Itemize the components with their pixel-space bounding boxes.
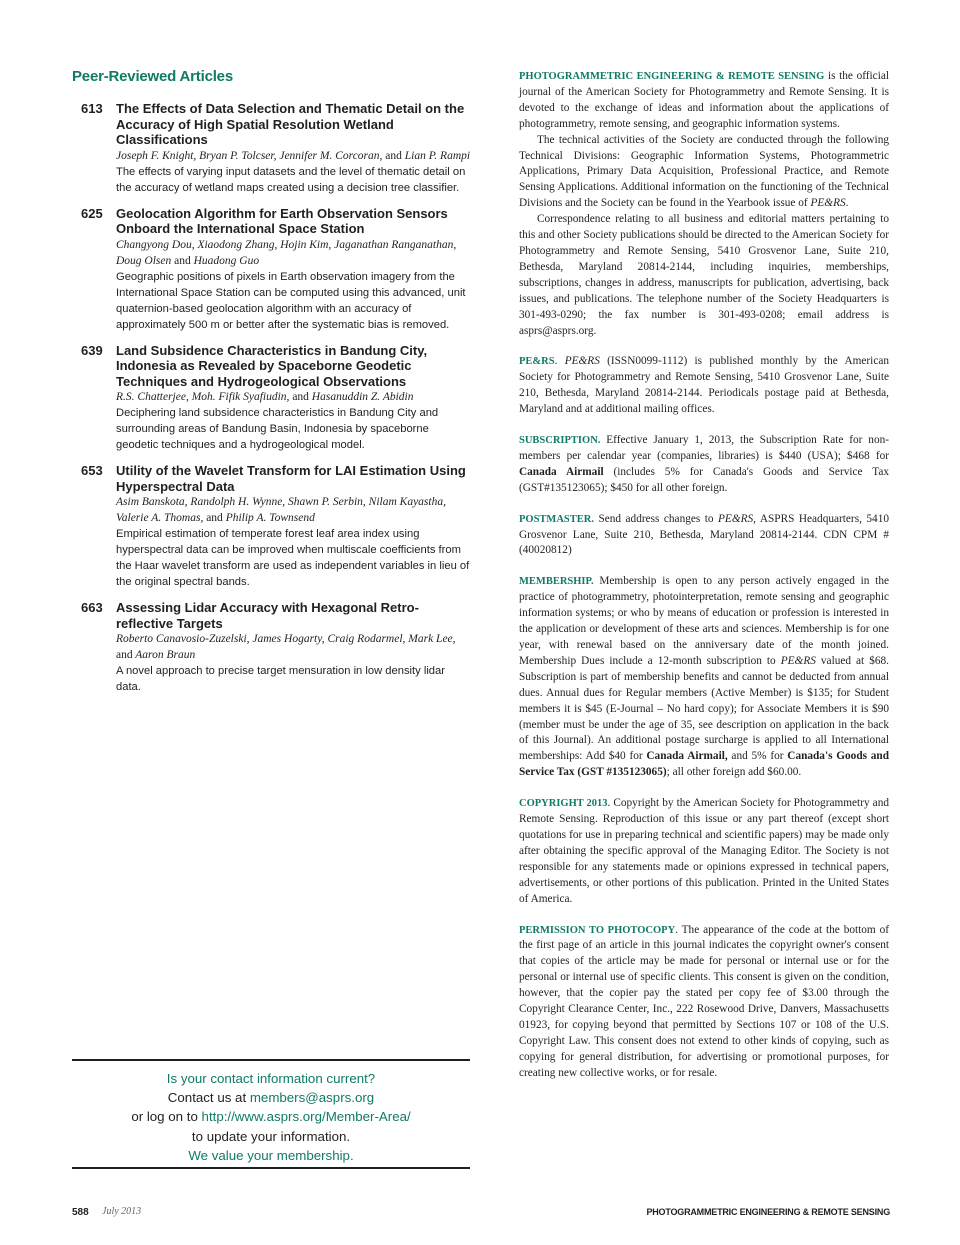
article-page-number: 663	[81, 600, 103, 615]
masthead-column	[519, 69, 889, 1082]
article-title[interactable]: Assessing Lidar Accuracy with Hexagonal Retro-reflective Targets	[116, 600, 419, 631]
pers-paragraph: PE&RS. PE&RS (ISSN0099-1112) is published monthly by the American Society for Photogrammetry and Remote Sensing, 5410 Grosvenor Lane, Suite 210, Bethesda, Maryland 20814-2144. Periodicals postage paid at Bethesda, Maryland and at additional mailing offices.	[519, 355, 889, 416]
contact-tagline: We value your membership.	[188, 1147, 354, 1163]
member-area-link[interactable]: http://www.asprs.org/Member-Area/	[201, 1109, 411, 1125]
article-page-number: 613	[81, 101, 103, 116]
contact-email-line: Contact us at members@asprs.org	[167, 1090, 375, 1106]
article-page-number: 653	[81, 463, 103, 478]
contact-url-line: or log on to http://www.asprs.org/Member-Area/	[131, 1109, 411, 1125]
article-summary: A novel approach to precise target mensuration in low density lidar data.	[116, 665, 445, 693]
contact-question: Is your contact information current?	[166, 1071, 376, 1086]
article-authors: Joseph F. Knight, Bryan P. Tolcser, Jennifer M. Corcoran, and Lian P. Rampi	[116, 149, 471, 162]
subscription-paragraph: SUBSCRIPTION. Effective January 1, 2013, the Subscription Rate for non-members per calendar year (companies, libraries) is $440 (USA); $468 for Canada Airmail (includes 5% for Canada's Goods and Service Tax (GST#135123065); $450 for all other foreign.	[519, 434, 889, 494]
footer-page-number: 588	[72, 1207, 89, 1218]
article-entry	[72, 463, 472, 590]
article-authors: R.S. Chatterjee, Moh. Fifik Syafiudin, and Hasanuddin Z. Abidin	[116, 391, 414, 403]
article-summary: Deciphering land subsidence characteristics in Bandung City and surrounding areas of Bandung Basin, Indonesia by spaceborne geodetic techniques and a hydrogeological model.	[116, 407, 439, 451]
section-title: Peer-Reviewed Articles	[72, 68, 233, 85]
footer-journal-name: PHOTOGRAMMETRIC ENGINEERING & REMOTE SENSING	[646, 1207, 890, 1217]
article-entry	[72, 206, 472, 333]
article-entry	[72, 343, 472, 454]
footer-date: July 2013	[102, 1206, 142, 1217]
article-authors: Roberto Canavosio-Zuzelski, James Hogarty, Craig Rodarmel, Mark Lee, and Aaron Braun	[116, 633, 456, 661]
contact-info-box	[72, 1059, 470, 1169]
correspondence-paragraph: Correspondence relating to all business and editorial matters pertaining to this and other Society publications should be directed to the American Society for Photogrammetry and Remote Sensing, 5410 Grosvenor Lane, Suite 210, Bethesda, Maryland 20814-2144, including inquiries, memberships, subscriptions, changes in address, manuscripts for publication, advertising, back issues, and publications. The telephone number of the Society Headquarters is 301-493-0290; the fax number is 301-493-0208; email address is asprs@asprs.org.	[519, 213, 889, 337]
article-page-number: 639	[81, 342, 103, 358]
membership-paragraph: MEMBERSHIP. Membership is open to any person actively engaged in the practice of photogrammetry, photointerpretation, remote sensing and geographic information systems; or who by means of education or profession is interested in the application or development of these arts and sciences. Membership is for one year, with renewal based on the anniversary date of the month joined. Membership Dues include a 12-month subscription to PE&RS valued at $68. Subscription is part of membership benefits and cannot be deducted from annual dues. Annual dues for Regular members (Active Member) is $135; for Student members it is $45 (E-Journal – No hard copy); for Associate Members it is $90 (member must be under the age of 35, see description on application in the back of this Journal). An additional postage surcharge is applied to all International memberships: Add $40 for Canada Airmail, and 5% for Canada's Goods and Service Tax (GST #135123065); all other foreign add $60.00.	[519, 575, 889, 779]
article-summary: Geographic positions of pixels in Earth observation imagery from the International Space Station can be computed using this advanced, unit quaternion-based geolocation algorithm with an accuracy of approximately 500 m or better after the systematic bias is removed.	[116, 270, 466, 331]
contact-update-line: to update your information.	[191, 1128, 351, 1144]
articles-column	[72, 68, 472, 705]
article-authors: Asim Banskota, Randolph H. Wynne, Shawn P. Serbin, Nilam Kayastha, Valerie A. Thomas, and Philip A. Townsend	[116, 496, 446, 524]
intro-paragraph: PHOTOGRAMMETRIC ENGINEERING & REMOTE SENSING is the official journal of the American Society for Photogrammetry and Remote Sensing. It is devoted to the exchange of ideas and information about the applications of photogrammetry, remote sensing, and geographic information systems.	[519, 70, 889, 130]
email-link[interactable]: members@asprs.org	[249, 1090, 375, 1106]
article-page-number: 625	[81, 205, 103, 221]
article-summary: Empirical estimation of temperate forest leaf area index using hyperspectral data can be improved when multiscale coefficients from the Haar wavelet transform are used as independent variables in lieu of the original spectral bands.	[116, 528, 470, 588]
article-entry	[72, 101, 472, 196]
article-summary: The effects of varying input datasets and the level of thematic detail on the accuracy of wetland maps created using a decision tree classifier.	[116, 165, 466, 194]
article-authors: Changyong Dou, Xiaodong Zhang, Hojin Kim, Jaganathan Ranganathan, Doug Olsen and Huadong Guo	[116, 238, 457, 267]
technical-paragraph: The technical activities of the Society are conducted through the following Technical Divisions: Geographic Information Systems, Photogrammetric Applications, Primary Data Acquisition, Professional Practice, and Remote Sensing Applications. Additional information on the functioning of the Technical Divisions and the Society can be found in the Yearbook issue of PE&RS.	[519, 133, 889, 210]
permission-paragraph: PERMISSION TO PHOTOCOPY. The appearance of the code at the bottom of the first page of an article in this journal indicates the copyright owner's consent that copies of the article may be made for personal or internal use or for the personal or internal use of specific clients. This consent is given on the condition, however, that the copier pay the stated per copy fee of $3.00 through the Copyright Clearance Center, Inc., 222 Rosewood Drive, Danvers, Massachusetts 01923, for copying beyond that permitted by Sections 107 or 108 of the U.S. Copyright Law. This consent does not extend to other kinds of copying, such as copying for general distribution, for advertising or promotional purposes, for creating new collective works, or for resale.	[519, 923, 889, 1079]
article-title[interactable]: Geolocation Algorithm for Earth Observation Sensors Onboard the International Space Station	[116, 205, 448, 236]
article-title[interactable]: Land Subsidence Characteristics in Bandung City, Indonesia as Revealed by Spaceborne Geodetic Techniques and Hydrogeological Observations	[116, 342, 428, 389]
postmaster-paragraph: POSTMASTER. Send address changes to PE&RS, ASPRS Headquarters, 5410 Grosvenor Lane, Suite 210, Bethesda, Maryland 20814-2144. CDN CPM #(40020812)	[519, 512, 889, 557]
article-entry	[72, 600, 472, 695]
article-title[interactable]: The Effects of Data Selection and Thematic Detail on the Accuracy of High Spatial Resolution Wetland Classifications	[116, 101, 465, 147]
copyright-paragraph: COPYRIGHT 2013. Copyright by the American Society for Photogrammetry and Remote Sensing. Reproduction of this issue or any part thereof (except short quotations for use in preparing technical and scientific papers) may be made only after obtaining the specific approval of the Managing Editor. The Society is not responsible for any statements made or opinions expressed in technical papers, advertisements, or other portions of this publication. Printed in the United States of America.	[519, 797, 889, 905]
article-title[interactable]: Utility of the Wavelet Transform for LAI Estimation Using Hyperspectral Data	[116, 463, 466, 494]
